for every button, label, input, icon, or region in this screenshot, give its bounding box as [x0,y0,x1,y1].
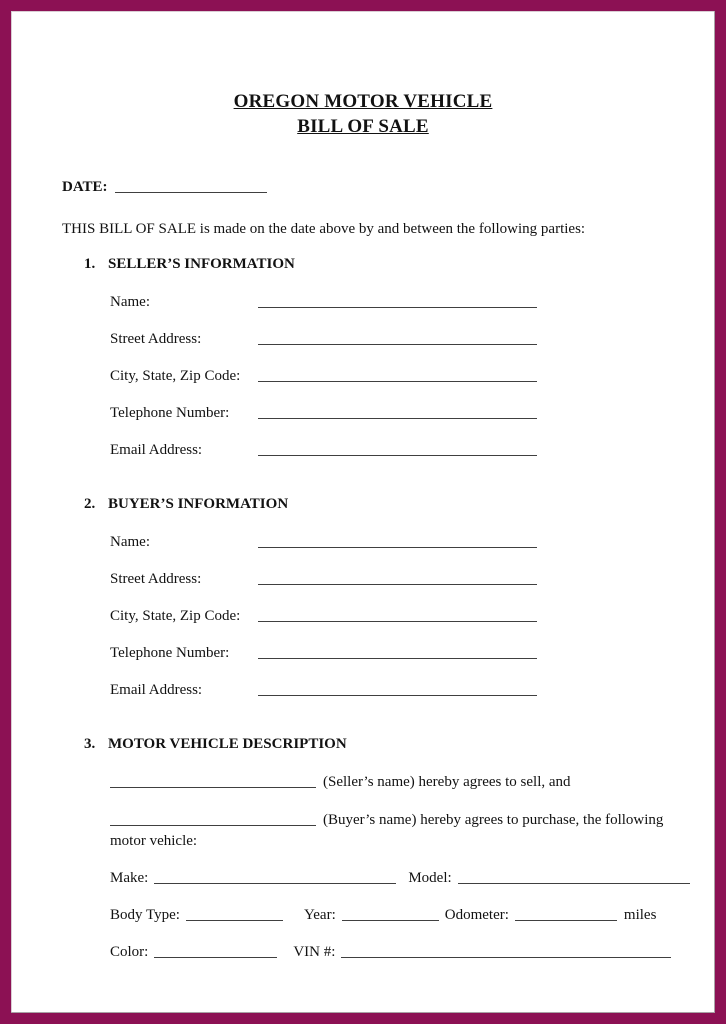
section-vehicle-number: 3. [84,736,96,752]
document-page [11,11,715,1013]
seller-email-label: Email Address: [110,442,203,458]
date-label: DATE: [62,179,108,195]
odometer-label: Odometer: [444,907,509,923]
seller-name-row [110,292,715,313]
seller-name-label: Name: [110,294,150,310]
buyer-email-label: Email Address: [110,682,203,698]
date-row [62,177,715,198]
buyer-clause-text-line2: motor vehicle: [110,833,198,849]
bodytype-year-odometer-row [110,905,715,926]
body-type-label: Body Type: [110,907,180,923]
buyer-phone-input-line[interactable] [258,645,537,659]
seller-street-label: Street Address: [110,331,202,347]
model-label: Model: [408,870,452,886]
intro-paragraph: THIS BILL OF SALE is made on the date above by and between the following parties: [62,221,586,237]
miles-suffix-label: miles [623,907,657,923]
buyer-clause [110,810,715,831]
section-buyer-number: 2. [84,496,96,512]
seller-street-row [110,329,715,350]
section-vehicle-header [84,734,715,755]
vin-label: VIN #: [293,944,336,960]
document-title [11,89,715,139]
seller-city-label: City, State, Zip Code: [110,368,241,384]
seller-email-input-line[interactable] [258,442,537,456]
buyer-name-input-line[interactable] [258,534,537,548]
buyer-name-blank-line[interactable] [110,812,316,826]
make-input-line[interactable] [154,870,396,884]
seller-email-row [110,440,715,461]
seller-phone-label: Telephone Number: [110,405,230,421]
year-input-line[interactable] [342,907,439,921]
seller-city-input-line[interactable] [258,368,537,382]
buyer-name-row [110,532,715,553]
seller-clause-text: (Seller’s name) hereby agrees to sell, and [323,774,571,790]
section-buyer-title: BUYER’S INFORMATION [108,496,289,512]
buyer-email-row [110,680,715,701]
section-seller-header [84,254,715,275]
color-input-line[interactable] [154,944,277,958]
buyer-street-row [110,569,715,590]
date-input-line[interactable] [115,179,267,193]
title-line-2: BILL OF SALE [297,116,429,137]
seller-name-blank-line[interactable] [110,774,316,788]
buyer-phone-row [110,643,715,664]
seller-city-row [110,366,715,387]
model-input-line[interactable] [458,870,690,884]
section-buyer-header [84,494,715,515]
color-vin-row [110,942,715,963]
buyer-city-input-line[interactable] [258,608,537,622]
year-label: Year: [303,907,336,923]
color-label: Color: [110,944,149,960]
seller-phone-row [110,403,715,424]
make-model-row [110,868,715,889]
seller-clause [110,772,715,793]
odometer-input-line[interactable] [515,907,617,921]
vin-input-line[interactable] [341,944,671,958]
buyer-street-label: Street Address: [110,571,202,587]
seller-name-input-line[interactable] [258,294,537,308]
buyer-name-label: Name: [110,534,150,550]
body-type-input-line[interactable] [186,907,283,921]
seller-phone-input-line[interactable] [258,405,537,419]
buyer-city-label: City, State, Zip Code: [110,608,241,624]
seller-street-input-line[interactable] [258,331,537,345]
buyer-phone-label: Telephone Number: [110,645,230,661]
title-line-1: OREGON MOTOR VEHICLE [233,91,493,112]
section-seller-number: 1. [84,256,96,272]
buyer-city-row [110,606,715,627]
section-seller-title: SELLER’S INFORMATION [108,256,295,272]
section-vehicle-title: MOTOR VEHICLE DESCRIPTION [108,736,347,752]
make-label: Make: [110,870,149,886]
buyer-email-input-line[interactable] [258,682,537,696]
buyer-clause-text-line1: (Buyer’s name) hereby agrees to purchase, the following [323,812,664,828]
buyer-street-input-line[interactable] [258,571,537,585]
